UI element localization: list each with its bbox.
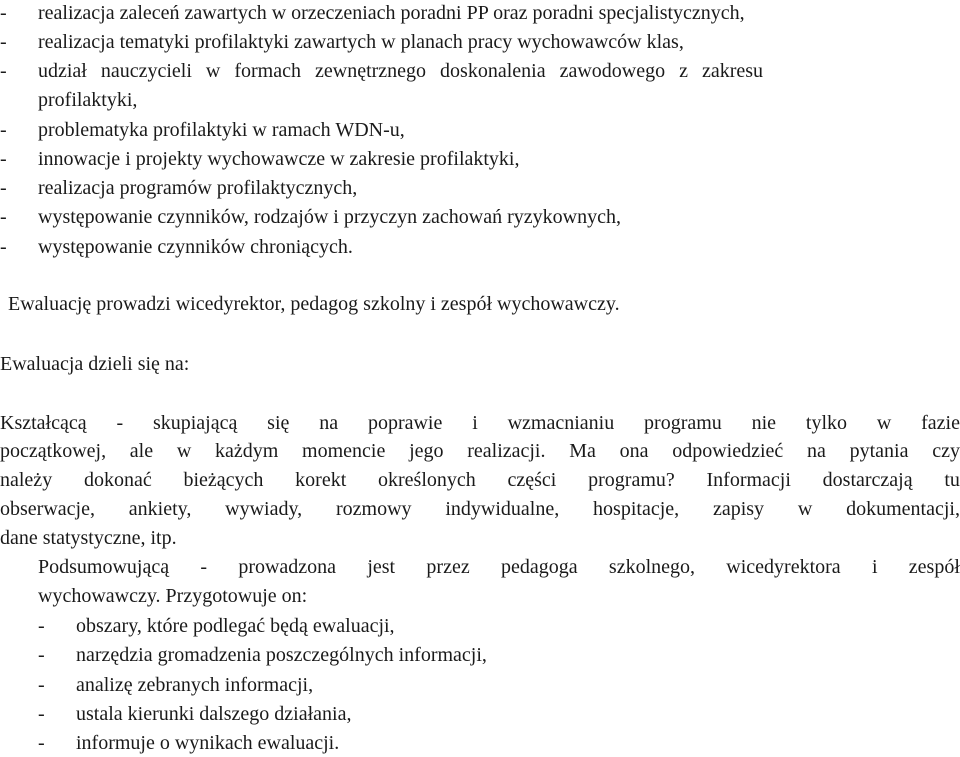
word: na (807, 440, 826, 462)
bullet-dash: - (0, 60, 7, 82)
evaluation-split-heading: Ewaluacja dzieli się na: (0, 353, 190, 375)
word: określonych (378, 469, 476, 491)
word: - (116, 412, 124, 434)
bullet-dash: - (0, 236, 7, 258)
word: wicedyrektora (726, 556, 841, 578)
list-item-text: innowacje i projekty wychowawcze w zakresie profilaktyki, (38, 148, 520, 170)
paragraph-line (0, 497, 960, 521)
bullet-dash: - (0, 148, 7, 170)
word: dostarczają (822, 469, 913, 491)
bullet-dash: - (38, 644, 45, 666)
bullet-dash: - (38, 674, 45, 696)
word: Ma (569, 440, 596, 462)
word: - (200, 556, 208, 578)
bullet-dash: - (38, 615, 45, 637)
word: pedagoga (500, 556, 578, 578)
word: tu (944, 469, 960, 491)
word: momencie (302, 440, 386, 462)
list-item-continuation: profilaktyki, (38, 89, 138, 111)
bullet-dash: - (0, 206, 7, 228)
bullet-dash: - (38, 732, 45, 754)
word: wzmacnianiu (507, 412, 615, 434)
word: programu (644, 412, 722, 434)
word: obserwacje, (0, 498, 95, 520)
word: korekt (295, 469, 347, 491)
word: odpowiedzieć (672, 440, 784, 462)
bullet-dash: - (0, 2, 7, 24)
list-item-text: narzędzia gromadzenia poszczególnych informacji, (76, 644, 487, 666)
word: rozmowy (336, 498, 412, 520)
list-item-text: obszary, które podlegać będą ewaluacji, (76, 615, 395, 637)
word: Podsumowującą (38, 556, 170, 578)
bullet-dash: - (0, 31, 7, 53)
word: pytania (849, 440, 909, 462)
word: ankiety, (128, 498, 192, 520)
word: części (507, 469, 557, 491)
word: czy (932, 440, 960, 462)
bullet-dash: - (0, 119, 7, 141)
evaluation-lead: Ewaluację prowadzi wicedyrektor, pedagog szkolny i zespół wychowawczy. (8, 293, 620, 315)
word: nie (751, 412, 777, 434)
word: programu? (588, 469, 675, 491)
word: szkolnego, (608, 556, 695, 578)
word: Kształcącą (0, 412, 87, 434)
word: każdym (215, 440, 279, 462)
list-item-text: informuje o wynikach ewaluacji. (76, 732, 340, 754)
word: na (319, 412, 339, 434)
word: fazie (921, 412, 960, 434)
word: jego (409, 440, 444, 462)
word: prowadzona (238, 556, 337, 578)
list-item-text: ustala kierunki dalszego działania, (76, 703, 352, 725)
list-item-text: występowanie czynników, rodzajów i przyczyn zachowań ryzykownych, (38, 206, 621, 228)
word: w (176, 440, 192, 462)
word: w (797, 498, 813, 520)
list-item-text: występowanie czynników chroniących. (38, 236, 353, 258)
word: zapisy (712, 498, 765, 520)
bullet-dash: - (38, 703, 45, 725)
word: indywidualne, (445, 498, 560, 520)
word: dokumentacji, (846, 498, 960, 520)
word: tylko (805, 412, 848, 434)
word: jest (367, 556, 396, 578)
paragraph-line (0, 439, 960, 463)
bullet-dash: - (0, 177, 7, 199)
paragraph-line (0, 468, 960, 492)
word: realizacji. (467, 440, 546, 462)
paragraph-line (0, 411, 960, 435)
list-item-text: realizacja tematyki profilaktyki zawartych w planach pracy wychowawców klas, (38, 31, 684, 53)
paragraph-line: wychowawczy. Przygotowuje on: (38, 585, 308, 607)
paragraph-line (38, 555, 960, 579)
list-item-text: udział nauczycieli w formach zewnętrznego doskonalenia zawodowego z zakresu (38, 60, 764, 82)
word: wywiady, (225, 498, 303, 520)
word: ona (619, 440, 649, 462)
word: dokonać (83, 469, 152, 491)
word: bieżących (183, 469, 264, 491)
word: Informacji (706, 469, 791, 491)
list-item-text: realizacja programów profilaktycznych, (38, 177, 358, 199)
word: początkowej, (0, 440, 107, 462)
word: należy (0, 469, 53, 491)
word: ale (129, 440, 154, 462)
word: się (267, 412, 290, 434)
word: hospitacje, (593, 498, 680, 520)
word: skupiającą (152, 412, 238, 434)
paragraph-line: dane statystyczne, itp. (0, 527, 177, 549)
list-item-text: realizacja zaleceń zawartych w orzeczeniach poradni PP oraz poradni specjalistycznych, (38, 2, 745, 24)
word: zespół (908, 556, 960, 578)
word: i (472, 412, 478, 434)
list-item-text: problematyka profilaktyki w ramach WDN-u, (38, 119, 405, 141)
word: przez (426, 556, 470, 578)
word: w (876, 412, 892, 434)
list-item-text: analizę zebranych informacji, (76, 674, 314, 696)
word: poprawie (367, 412, 443, 434)
word: i (871, 556, 878, 578)
